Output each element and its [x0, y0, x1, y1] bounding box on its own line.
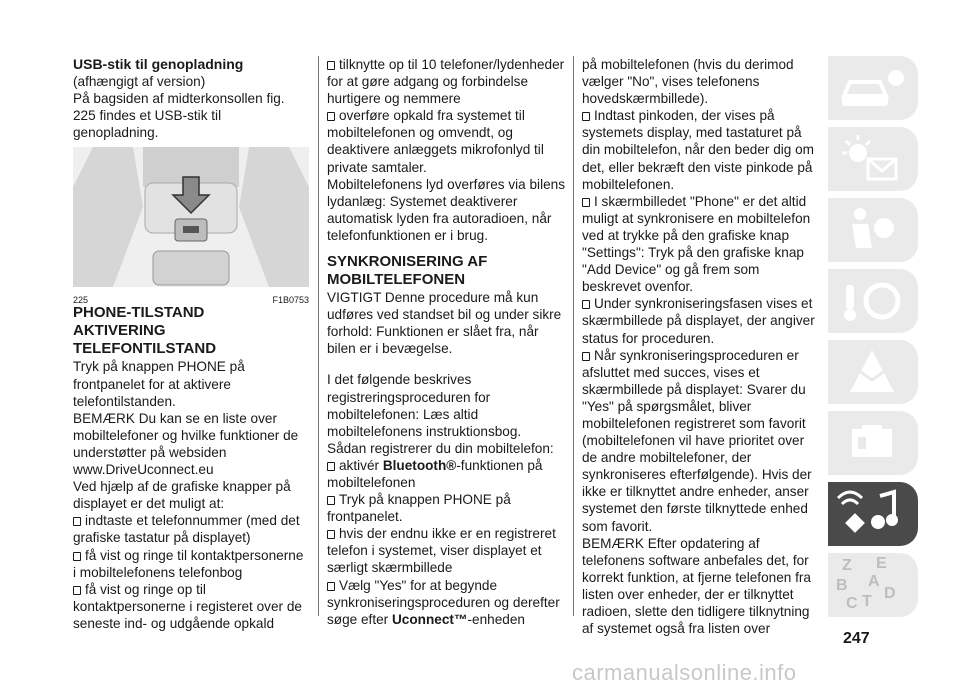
multimedia-icon[interactable]	[828, 482, 918, 546]
index-letter: C	[846, 595, 858, 612]
figure-number: 225	[73, 294, 89, 305]
index-icon[interactable]	[828, 553, 918, 617]
list-item: indtaste et telefonnummer (med det grafiske tastatur på displayet)	[73, 513, 300, 546]
bullet-icon	[327, 462, 335, 471]
paragraph: Mobiltelefonens lyd overføres via bilens lydanlæg: Systemet deaktiverer automatisk lyden fra autoradioen, når telefonfunktionen er i brug.	[327, 176, 566, 243]
bullet-icon	[327, 530, 335, 539]
column-1	[73, 56, 309, 632]
list-item: hvis der endnu ikke er en registreret telefon i systemet, viser displayet et særligt skærmbillede	[327, 526, 556, 576]
index-letter: D	[884, 585, 896, 602]
list-item: tilknytte op til 10 telefoner/lydenheder for at gøre adgang og forbindelse hurtigere og nemmere	[327, 57, 565, 107]
list-item: Vælg "Yes" for at begynde synkroniseringsproceduren og derefter søge efter Uconnect™-enheden	[327, 577, 560, 627]
index-letter: T	[862, 593, 872, 610]
usb-console-illustration	[73, 147, 309, 287]
index-letter: A	[868, 573, 880, 590]
index-letter: E	[876, 555, 887, 572]
bullet-icon	[582, 112, 590, 121]
subsection-title: AKTIVERING TELEFONTILSTAND	[73, 322, 217, 358]
list-item: aktivér Bluetooth®-funktionen på mobiltelefonen	[327, 457, 543, 490]
index-letter: Z	[842, 557, 852, 574]
figure-caption	[73, 292, 309, 309]
safety-airbag-icon[interactable]	[828, 198, 918, 262]
column-2	[327, 56, 565, 628]
paragraph: I det følgende beskrives registreringsproceduren for mobiltelefonen: Læs altid mobiltelefonens instruktionsbog.	[327, 372, 522, 439]
list-item: Når synkroniseringsproceduren er afsluttet med succes, vises et skærmbillede på displayet: Svarer du "Yes" på spørgsmålet, bliver mobiltelefonen registreret som favorit (mobiltelefonen vil have prioritet over de andre mobiltelefoner, der synkroniseres efterfølgende). Hvis der ikke er tilknyttet andre enheder, anser systemet den første tilknyttede enhed som favorit.	[582, 347, 812, 534]
paragraph: Sådan registrerer du din mobiltelefon:	[327, 440, 554, 456]
list-item: I skærmbilledet "Phone" er det altid muligt at synkronisere en mobiltelefon ved at trykke på den grafiske knap "Settings": Tryk på den grafiske knap "Add Device" og gå frem som beskrevet ovenfor.	[582, 193, 811, 295]
start-drive-icon[interactable]	[828, 269, 918, 333]
column-3	[582, 56, 818, 637]
paragraph: Ved hjælp af de grafiske knapper på displayet er det muligt at:	[73, 479, 291, 512]
car-info-icon[interactable]	[828, 56, 918, 120]
paragraph: BEMÆRK Efter opdatering af telefonens software anbefales det, for korrekt funktion, at fjerne telefonen fra listen over enheder, der er tilknyttet radioen, slette den tidligere tilknytning af systemet også fra listen over	[582, 535, 811, 637]
bullet-icon	[327, 582, 335, 591]
bullet-icon	[73, 552, 81, 561]
index-letter: B	[836, 577, 848, 594]
list-item: få vist og ringe op til kontaktpersonerne i registeret over de seneste ind- og udgående opkald	[73, 581, 302, 631]
bullet-icon	[327, 61, 335, 70]
warning-lights-icon[interactable]	[828, 127, 918, 191]
paragraph: På bagsiden af midterkonsollen fig. 225 findes et USB-stik til genopladning.	[73, 91, 285, 141]
version-note: (afhængigt af version)	[73, 74, 206, 90]
section-title-usb: USB-stik til genopladning	[73, 56, 244, 72]
paragraph: BEMÆRK Du kan se en liste over mobiltelefoner og hvilke funktioner de understøtter på websiden www.DriveUconnect.eu	[73, 410, 299, 478]
paragraph: VIGTIGT Denne procedure må kun udføres ved standset bil og under sikre forhold: Funktionen er slået fra, når bilen er i bevægelse.	[327, 290, 562, 357]
list-item: Tryk på knappen PHONE på frontpanelet.	[327, 492, 511, 525]
column-divider	[573, 56, 574, 616]
section-title-phone: PHONE-TILSTAND	[73, 304, 205, 322]
page-number: 247	[843, 630, 870, 647]
emergency-icon[interactable]	[828, 340, 918, 404]
paragraph: på mobiltelefonen (hvis du derimod vælger "No", vises telefonens hovedskærmbillede).	[582, 57, 794, 107]
bullet-icon	[327, 496, 335, 505]
column-divider	[318, 56, 319, 616]
list-item: få vist og ringe til kontaktpersonerne i mobiltelefonens telefonbog	[73, 547, 304, 580]
list-item: Indtast pinkoden, der vises på systemets display, med tastaturet på din mobiltelefon, når den beder dig om det, eller bekræft den viste pinkode på mobiltelefonen.	[582, 108, 814, 192]
chapter-tabs	[828, 56, 928, 624]
bullet-icon	[582, 300, 590, 309]
list-item: Under synkroniseringsfasen vises et skærmbillede på displayet, der angiver status for proceduren.	[582, 296, 815, 346]
bullet-icon	[327, 112, 335, 121]
bullet-icon	[73, 586, 81, 595]
paragraph: Tryk på knappen PHONE på frontpanelet for at aktivere telefontilstanden.	[73, 359, 245, 409]
section-title-sync: SYNKRONISERING AF MOBILTELEFONEN	[327, 253, 488, 289]
figure-code: F1B0753	[272, 294, 309, 305]
figure-225	[73, 147, 309, 305]
watermark: carmanualsonline.info	[572, 660, 797, 685]
bullet-icon	[582, 352, 590, 361]
bullet-icon	[73, 517, 81, 526]
maintenance-icon[interactable]	[828, 411, 918, 475]
bullet-icon	[582, 198, 590, 207]
list-item: overføre opkald fra systemet til mobiltelefonen og omvendt, og deaktivere anlæggets mikrofonlyd til private samtaler.	[327, 108, 544, 175]
